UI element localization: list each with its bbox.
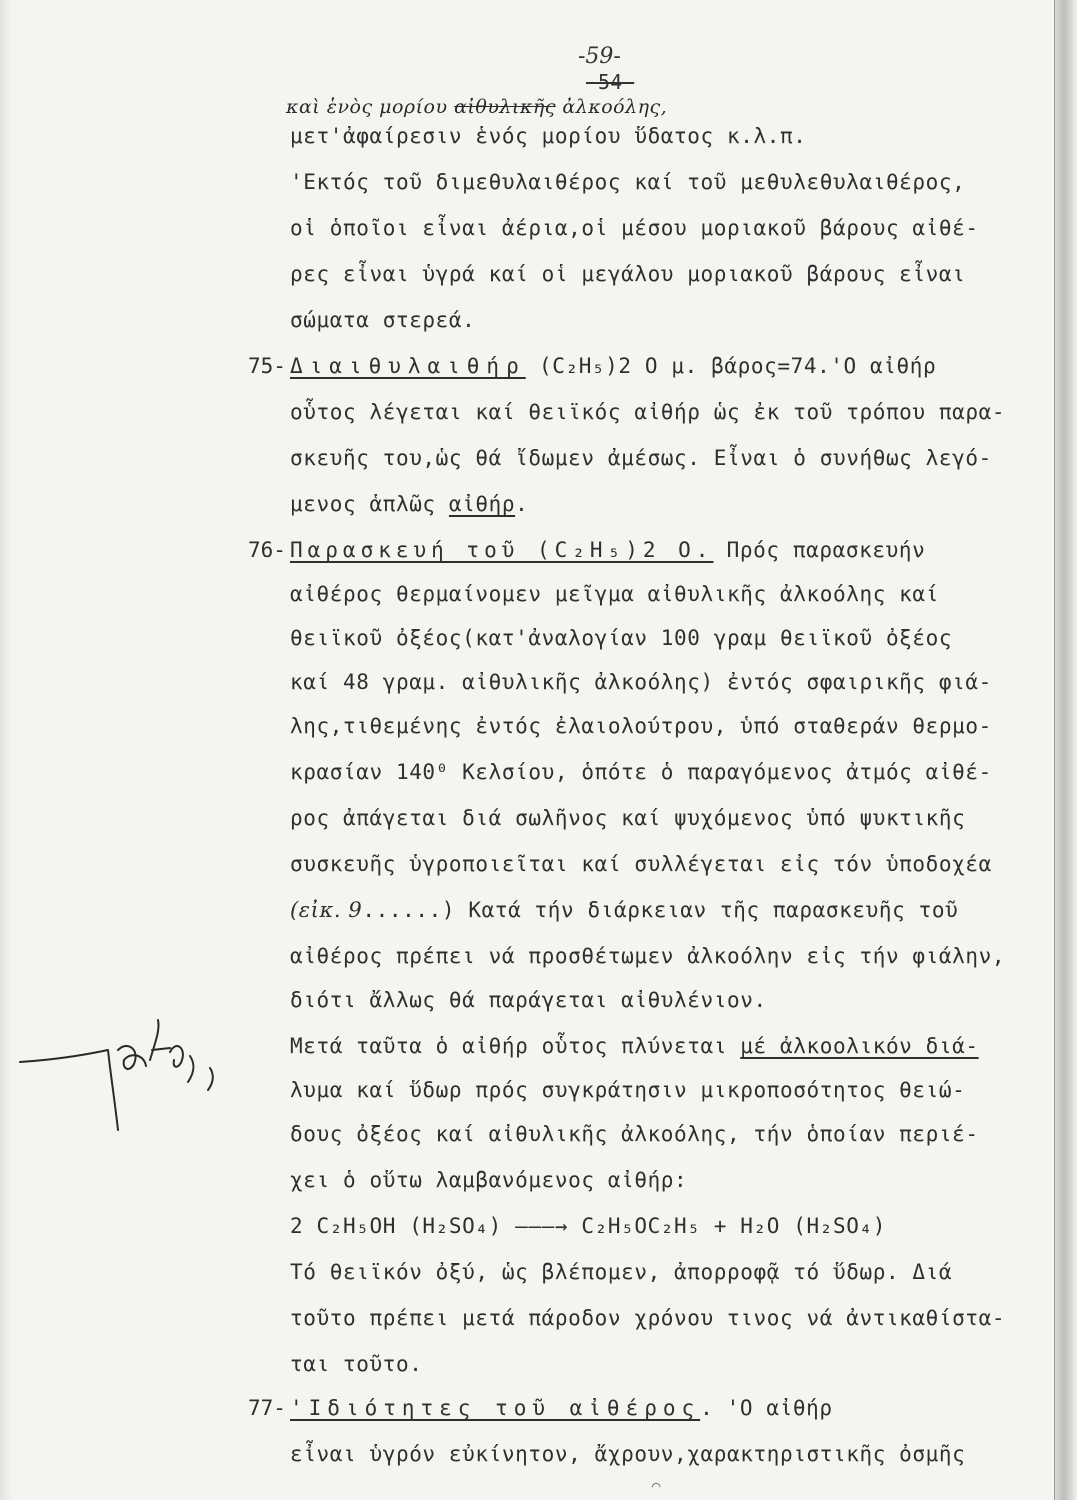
item-heading (290, 1396, 833, 1420)
item-number: 76- (248, 538, 286, 562)
item-number: 77- (248, 1396, 286, 1420)
text-line: ται τοῦτο. (290, 1352, 423, 1376)
text-line: χει ὁ οὕτω λαμβανόμενος αἰθήρ: (290, 1168, 688, 1192)
bottom-page-mark: ⌒ (652, 1478, 661, 1494)
item-title: Διαιθυλαιθήρ (290, 354, 526, 378)
text-line (290, 898, 958, 922)
text-line: καί 48 γραμ. αἰθυλικῆς ἀλκοόλης) ἐντός σφαιρικῆς φιά- (290, 670, 992, 694)
text-line: οὗτος λέγεται καί θειϊκός αἰθήρ ὡς ἐκ τοῦ τρόπου παρα- (290, 400, 1006, 424)
page-right-binding-edge (1054, 0, 1077, 1500)
text-line: συσκευῆς ὑγροποιεῖται καί συλλέγεται εἰς τόν ὑποδοχέα (290, 852, 992, 876)
text-line: εἶναι ὑγρόν εὐκίνητον, ἄχρουν,χαρακτηριστικῆς ὀσμῆς (290, 1442, 966, 1466)
underlined-word: αἰθήρ (448, 492, 516, 516)
signature-scribble (10, 990, 240, 1140)
text-fragment: . (515, 492, 529, 516)
text-line: μετ'ἀφαίρεσιν ἑνός μορίου ὕδατος κ.λ.π. (290, 124, 807, 148)
text-line (290, 492, 528, 516)
text-fragment: Μετά ταῦτα ὁ αἰθήρ οὗτος πλύνεται (290, 1034, 741, 1058)
item-heading-rest: (C₂H₅)2 O μ. βάρος=74.'Ο αἰθήρ (525, 354, 937, 378)
chemical-equation: 2 C₂H₅OH (H₂SO₄) ———→ C₂H₅OC₂H₅ + H₂O (H₂SO₄) (290, 1214, 886, 1238)
handwritten-insert-suffix: ἀλκοόλης, (555, 96, 668, 118)
figure-reference: (εἰκ. 9 (290, 898, 363, 922)
item-heading-rest: . 'Ο αἰθήρ (700, 1396, 833, 1420)
text-line: αἰθέρος πρέπει νά προσθέτωμεν ἀλκοόλην εἰς τήν φιάλην, (290, 944, 1006, 968)
text-line: Τό θειϊκόν ὀξύ, ὡς βλέπομεν, ἀπορροφᾷ τό ὕδωρ. Διά (290, 1260, 953, 1284)
item-title: 'Ιδιότητες τοῦ αἰθέρος (290, 1396, 701, 1420)
text-line: λης,τιθεμένης ἐντός ἐλαιολούτρου, ὑπό σταθεράν θερμο- (290, 714, 992, 738)
handwritten-insert-struck: αἰθυλικῆς (454, 96, 556, 118)
text-line: οἱ ὁποῖοι εἶναι ἀέρια,οἱ μέσου μοριακοῦ βάρους αἰθέ- (290, 216, 979, 240)
item-heading (290, 354, 936, 378)
text-line: σώματα στερεά. (290, 308, 476, 332)
item-number: 75- (248, 354, 286, 378)
text-line: διότι ἄλλως θά παράγεται αἰθυλένιον. (290, 988, 767, 1012)
text-fragment: ......) Κατά τήν διάρκειαν τῆς παρασκευῆς τοῦ (362, 898, 959, 922)
text-line: δους ὀξέος καί αἰθυλικῆς ἀλκοόλης, τήν ὁποίαν περιέ- (290, 1122, 979, 1146)
text-line: τοῦτο πρέπει μετά πάροδον χρόνου τινος νά ἀντικαθίστα- (290, 1306, 1006, 1330)
text-line (290, 1034, 979, 1058)
text-line: ρος ἀπάγεται διά σωλῆνος καί ψυχόμενος ὑπό ψυκτικῆς (290, 806, 966, 830)
text-line: 'Εκτός τοῦ διμεθυλαιθέρος καί τοῦ μεθυλεθυλαιθέρος, (290, 170, 966, 194)
item-heading (290, 538, 925, 562)
handwritten-insert-prefix: καὶ ἑνὸς μορίου (286, 96, 455, 118)
struck-page-number: -54- (586, 70, 635, 94)
text-line: ρες εἶναι ὑγρά καί οἱ μεγάλου μοριακοῦ βάρους εἶναι (290, 262, 966, 286)
page-number: -59- (578, 44, 621, 69)
page-left-shadow (0, 0, 12, 1500)
handwritten-insert (286, 96, 667, 118)
item-title: Παρασκευή τοῦ (C₂H₅)2 O. (290, 538, 714, 562)
text-fragment: μενος ἁπλῶς (290, 492, 449, 516)
item-heading-rest: Πρός παρασκευήν (713, 538, 926, 562)
text-line: λυμα καί ὕδωρ πρός συγκράτησιν μικροποσότητος θειώ- (290, 1078, 966, 1102)
text-line: κρασίαν 140⁰ Κελσίου, ὁπότε ὁ παραγόμενος ἀτμός αἰθέ- (290, 760, 992, 784)
underlined-phrase: μέ ἀλκοολικόν διά- (740, 1034, 979, 1058)
text-line: σκευῆς του,ὡς θά ἴδωμεν ἀμέσως. Εἶναι ὁ συνήθως λεγό- (290, 446, 992, 470)
text-line: θειϊκοῦ ὀξέος(κατ'ἀναλογίαν 100 γραμ θειϊκοῦ ὀξέος (290, 626, 953, 650)
text-line: αἰθέρος θερμαίνομεν μεῖγμα αἰθυλικῆς ἀλκοόλης καί (290, 582, 939, 606)
